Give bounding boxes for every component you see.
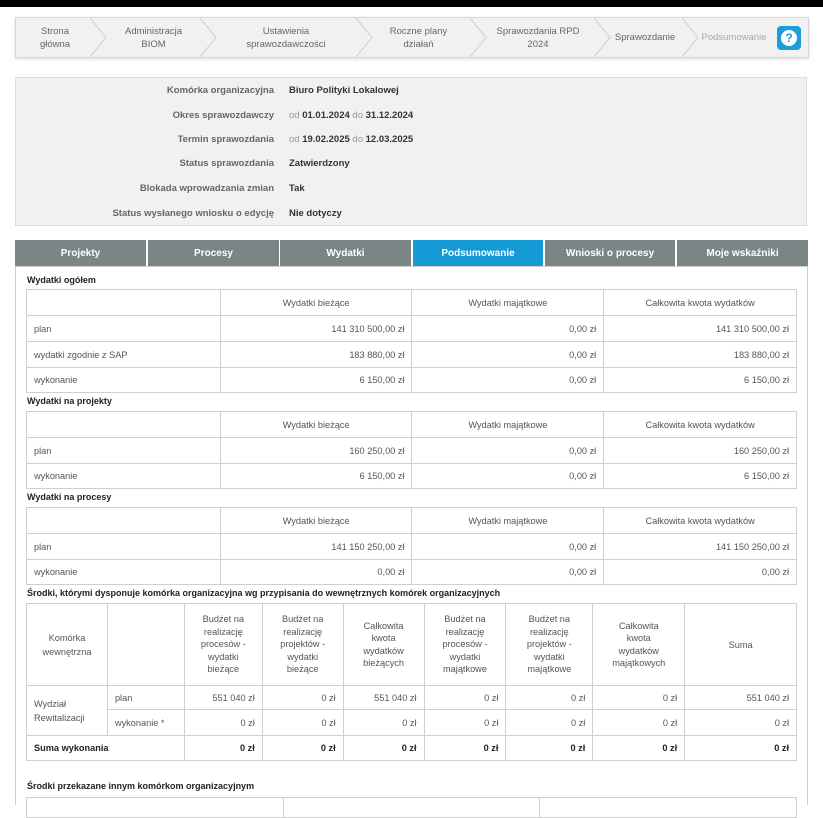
edit-request-value: Nie dotyczy — [289, 208, 342, 219]
info-row-period — [16, 106, 806, 126]
table-row: wykonanie 6 150,00 zł 0,00 zł 6 150,00 zł — [27, 464, 797, 489]
info-row-unit — [16, 81, 806, 101]
section-title-transferred: Środki przekazane innym komórkom organizacyjnym — [27, 781, 255, 791]
chevron-right-icon — [198, 18, 218, 57]
breadcrumb-ustawienia[interactable]: Ustawienia sprawozdawczości — [246, 25, 326, 50]
table-row: wykonanie 6 150,00 zł 0,00 zł 6 150,00 zł — [27, 368, 797, 393]
table-header: Wydatki bieżące Wydatki majątkowe Całkowita kwota wydatków — [27, 412, 797, 438]
tab-wydatki[interactable]: Wydatki — [280, 240, 411, 266]
question-mark-icon: ? — [781, 30, 797, 46]
deadline-label: Termin sprawozdania — [177, 134, 274, 145]
breadcrumb-roczne-plany[interactable]: Roczne plany działań — [389, 25, 448, 50]
section-title-funds: Środki, którymi dysponuje komórka organizacyjna wg przypisania do wewnętrznych komórek organizacyjnych — [27, 588, 501, 598]
table-row: plan 141 310 500,00 zł 0,00 zł 141 310 500,00 zł — [27, 316, 797, 342]
table-projects — [26, 411, 797, 489]
tab-wnioski-o-procesy[interactable]: Wnioski o procesy — [545, 240, 675, 266]
breadcrumb-home[interactable]: Strona główna — [39, 25, 71, 50]
table-header — [27, 798, 797, 818]
breadcrumb — [15, 17, 809, 58]
table-sum-row: Suma wykonania 0 zł 0 zł 0 zł 0 zł 0 zł 0 zł 0 zł — [27, 736, 797, 761]
table-processes — [26, 507, 797, 585]
table-row: wykonanie 0,00 zł 0,00 zł 0,00 zł — [27, 560, 797, 585]
table-row: wykonanie * 0 zł 0 zł 0 zł 0 zł 0 zł 0 zł 0 zł — [27, 710, 797, 736]
breadcrumb-sprawozdanie[interactable]: Sprawozdanie — [614, 32, 676, 43]
breadcrumb-administracja[interactable]: Administracja BIOM — [124, 25, 183, 50]
top-black-bar — [0, 0, 823, 7]
table-row: plan 141 150 250,00 zł 0,00 zł 141 150 250,00 zł — [27, 534, 797, 560]
table-row: wydatki zgodnie z SAP 183 880,00 zł 0,00 zł 183 880,00 zł — [27, 342, 797, 368]
help-button[interactable] — [777, 26, 801, 50]
report-info-panel — [15, 77, 807, 226]
breadcrumb-sprawozdania-rpd[interactable]: Sprawozdania RPD 2024 — [496, 25, 580, 50]
status-value: Zatwierdzony — [289, 158, 350, 169]
section-title-processes: Wydatki na procesy — [27, 492, 112, 502]
section-title-projects: Wydatki na projekty — [27, 396, 112, 406]
table-row: Wydział Rewitalizacji plan 551 040 zł 0 zł 551 040 zł 0 zł 0 zł 0 zł 551 040 zł — [27, 686, 797, 710]
info-row-status — [16, 154, 806, 174]
table-row: plan 160 250,00 zł 0,00 zł 160 250,00 zł — [27, 438, 797, 464]
table-transferred — [26, 797, 797, 818]
table-total — [26, 289, 797, 393]
section-title-total: Wydatki ogółem — [27, 275, 96, 285]
tab-bar — [15, 240, 808, 266]
table-header: Komórka wewnętrzna Budżet na realizację procesów - wydatki bieżące Budżet na realizację projektów - wydatki bieżące Całkowita kwota wydatków bieżących Budżet na realizację procesów - wydatki majątkowe Budżet na realizację projektów - wydatki majątkowe Całkowita kwota wydatków majątkowych Suma — [27, 604, 797, 686]
tab-podsumowanie[interactable]: Podsumowanie — [413, 240, 543, 266]
period-label: Okres sprawozdawczy — [172, 110, 274, 121]
period-value: od 01.01.2024 do 31.12.2024 — [289, 110, 414, 121]
lock-value: Tak — [289, 183, 305, 194]
table-header: Wydatki bieżące Wydatki majątkowe Całkowita kwota wydatków — [27, 508, 797, 534]
table-header: Wydatki bieżące Wydatki majątkowe Całkowita kwota wydatków — [27, 290, 797, 316]
table-funds — [26, 603, 797, 761]
tab-moje-wskazniki[interactable]: Moje wskaźniki — [677, 240, 808, 266]
unit-value: Biuro Polityki Lokalowej — [289, 85, 399, 96]
deadline-value: od 19.02.2025 do 12.03.2025 — [289, 134, 414, 145]
info-row-deadline — [16, 130, 806, 150]
status-label: Status sprawozdania — [179, 158, 274, 169]
tab-projekty[interactable]: Projekty — [15, 240, 146, 266]
internal-unit-name: Wydział Rewitalizacji — [27, 686, 108, 736]
chevron-right-icon — [88, 18, 108, 57]
unit-label: Komórka organizacyjna — [166, 85, 274, 96]
edit-request-label: Status wysłanego wniosku o edycję — [112, 208, 274, 219]
tab-procesy[interactable]: Procesy — [148, 240, 279, 266]
breadcrumb-podsumowanie-current: Podsumowanie — [701, 32, 767, 43]
info-row-edit-request — [16, 204, 806, 224]
lock-label: Blokada wprowadzania zmian — [139, 183, 274, 194]
info-row-lock — [16, 179, 806, 199]
